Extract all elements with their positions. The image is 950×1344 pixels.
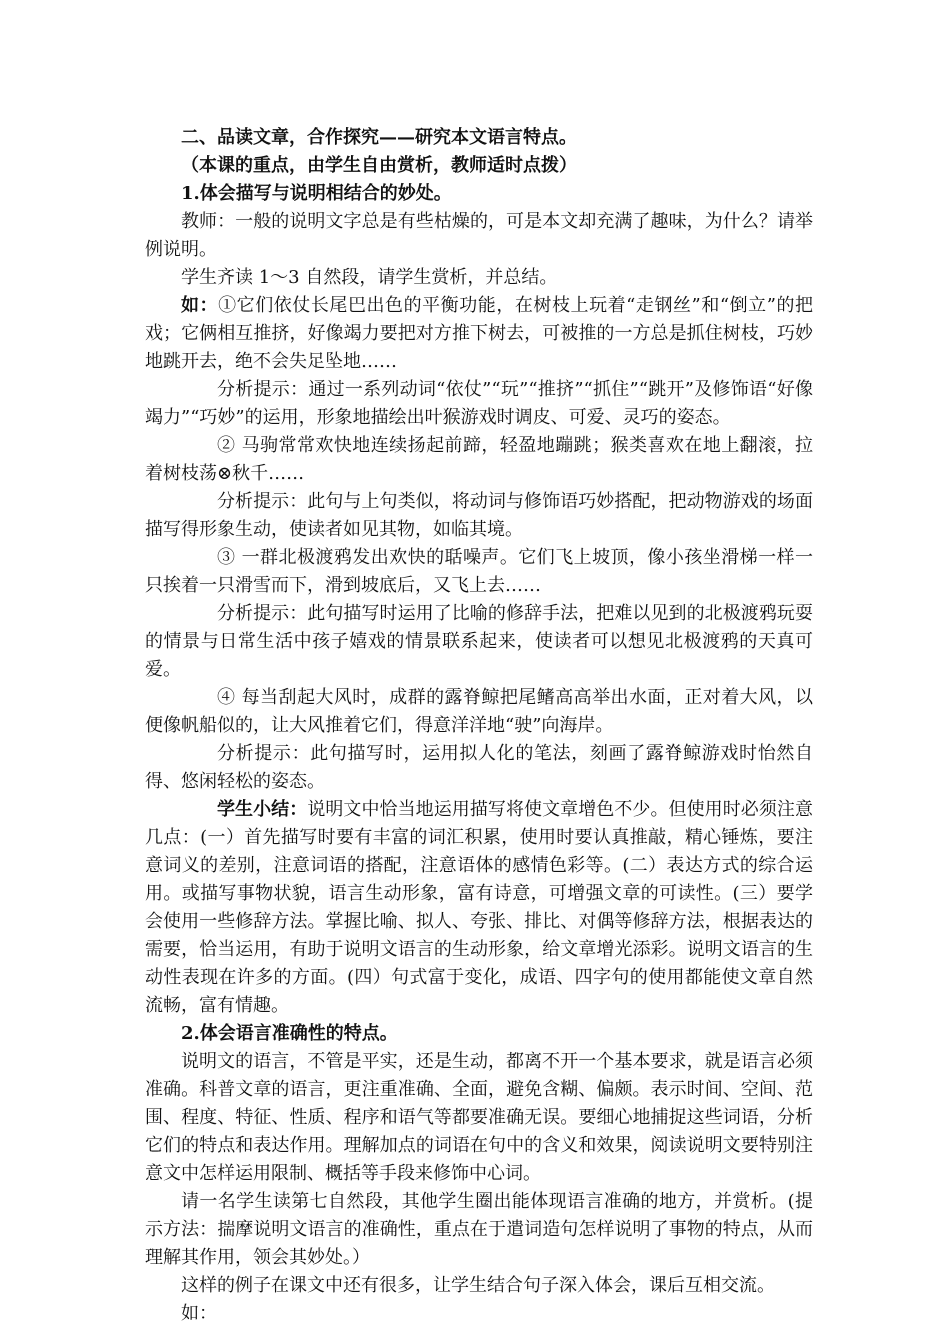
part2-title: 2.体会语言准确性的特点。 <box>181 1023 398 1044</box>
example3-paragraph: ③ 一群北极渡鸦发出欢快的聒噪声。它们飞上坡顶，像小孩坐滑梯一样一只挨着一只滑雪而下，滑到坡底后，又飞上去…… <box>145 547 813 596</box>
part2-paragraph-2: 请一名学生读第七自然段，其他学生圈出能体现语言准确的地方，并赏析。(提示方法：揣摩说明文语言的准确性，重点在于遣词造句怎样说明了事物的特点，从而理解其作用，领会其妙处。） <box>145 1191 813 1268</box>
part1-title: 1.体会描写与说明相结合的妙处。 <box>181 183 452 204</box>
section-note: （本课的重点，由学生自由赏析，教师适时点拨） <box>181 155 577 176</box>
example1-paragraph <box>145 292 813 376</box>
example-lead: 如： <box>181 295 219 316</box>
summary-lead: 学生小结： <box>217 799 308 820</box>
example1-text: ①它们依仗长尾巴出色的平衡功能，在树枝上玩着“走钢丝”和“倒立”的把戏；它俩相互推挤，好像竭力要把对方推下树去，可被推的一方总是抓住树枝，巧妙地跳开去，绝不会失足坠地…… <box>145 295 814 372</box>
analysis3-paragraph: 分析提示：此句描写时运用了比喻的修辞手法，把难以见到的北极渡鸦玩耍的情景与日常生活中孩子嬉戏的情景联系起来，使读者可以想见北极渡鸦的天真可爱。 <box>145 603 813 680</box>
analysis2-paragraph: 分析提示：此句与上句类似，将动词与修饰语巧妙搭配，把动物游戏的场面描写得形象生动，使读者如见其物，如临其境。 <box>145 491 813 540</box>
document-page <box>145 124 813 1328</box>
summary-text: 说明文中恰当地运用描写将使文章增色不少。但使用时必须注意几点：(一）首先描写时要有丰富的词汇积累，使用时要认真推敲，精心锤炼，要注意词义的差别，注意词语的搭配，注意语体的感情色彩等。(二）表达方式的综合运用。或描写事物状貌，语言生动形象，富有诗意，可增强文章的可读性。(三）要学会使用一些修辞方法。掌握比喻、拟人、夸张、排比、对偶等修辞方法，根据表达的需要，恰当运用，有助于说明文语言的生动形象，给文章增光添彩。说明文语言的生动性表现在许多的方面。(四）句式富于变化，成语、四字句的使用都能使文章自然流畅，富有情趣。 <box>145 799 813 1016</box>
analysis4-paragraph: 分析提示：此句描写时，运用拟人化的笔法，刻画了露脊鲸游戏时怡然自得、悠闲轻松的姿态。 <box>145 743 813 792</box>
analysis1-paragraph: 分析提示：通过一系列动词“依仗”“玩”“推挤”“抓住”“跳开”及修饰语“好像竭力”“巧妙”的运用，形象地描绘出叶猴游戏时调皮、可爱、灵巧的姿态。 <box>145 379 813 428</box>
example2-paragraph: ② 马驹常常欢快地连续扬起前蹄，轻盈地蹦跳；猴类喜欢在地上翻滚，拉着树枝荡⊗秋千…… <box>145 435 813 484</box>
teacher-paragraph: 教师：一般的说明文字总是有些枯燥的，可是本文却充满了趣味，为什么？请举例说明。 <box>145 211 813 260</box>
part2-paragraph-1: 说明文的语言，不管是平实，还是生动，都离不开一个基本要求，就是语言必须准确。科普文章的语言，更注重准确、全面，避免含糊、偏颇。表示时间、空间、范围、程度、特征、性质、程序和语气等都要准确无误。要细心地捕捉这些词语，分析它们的特点和表达作用。理解加点的词语在句中的含义和效果，阅读说明文要特别注意文中怎样运用限制、概括等手段来修饰中心词。 <box>145 1051 813 1184</box>
part2-paragraph-4: 如： <box>181 1303 217 1324</box>
section-heading: 二、品读文章，合作探究——研究本文语言特点。 <box>181 127 577 148</box>
students-read-paragraph: 学生齐读 1～3 自然段，请学生赏析，并总结。 <box>181 267 558 288</box>
example4-paragraph: ④ 每当刮起大风时，成群的露脊鲸把尾鳍高高举出水面，正对着大风，以便像帆船似的，让大风推着它们，得意洋洋地“驶”向海岸。 <box>145 687 813 736</box>
part2-paragraph-3: 这样的例子在课文中还有很多，让学生结合句子深入体会，课后互相交流。 <box>181 1275 775 1296</box>
summary-paragraph <box>145 796 813 1020</box>
